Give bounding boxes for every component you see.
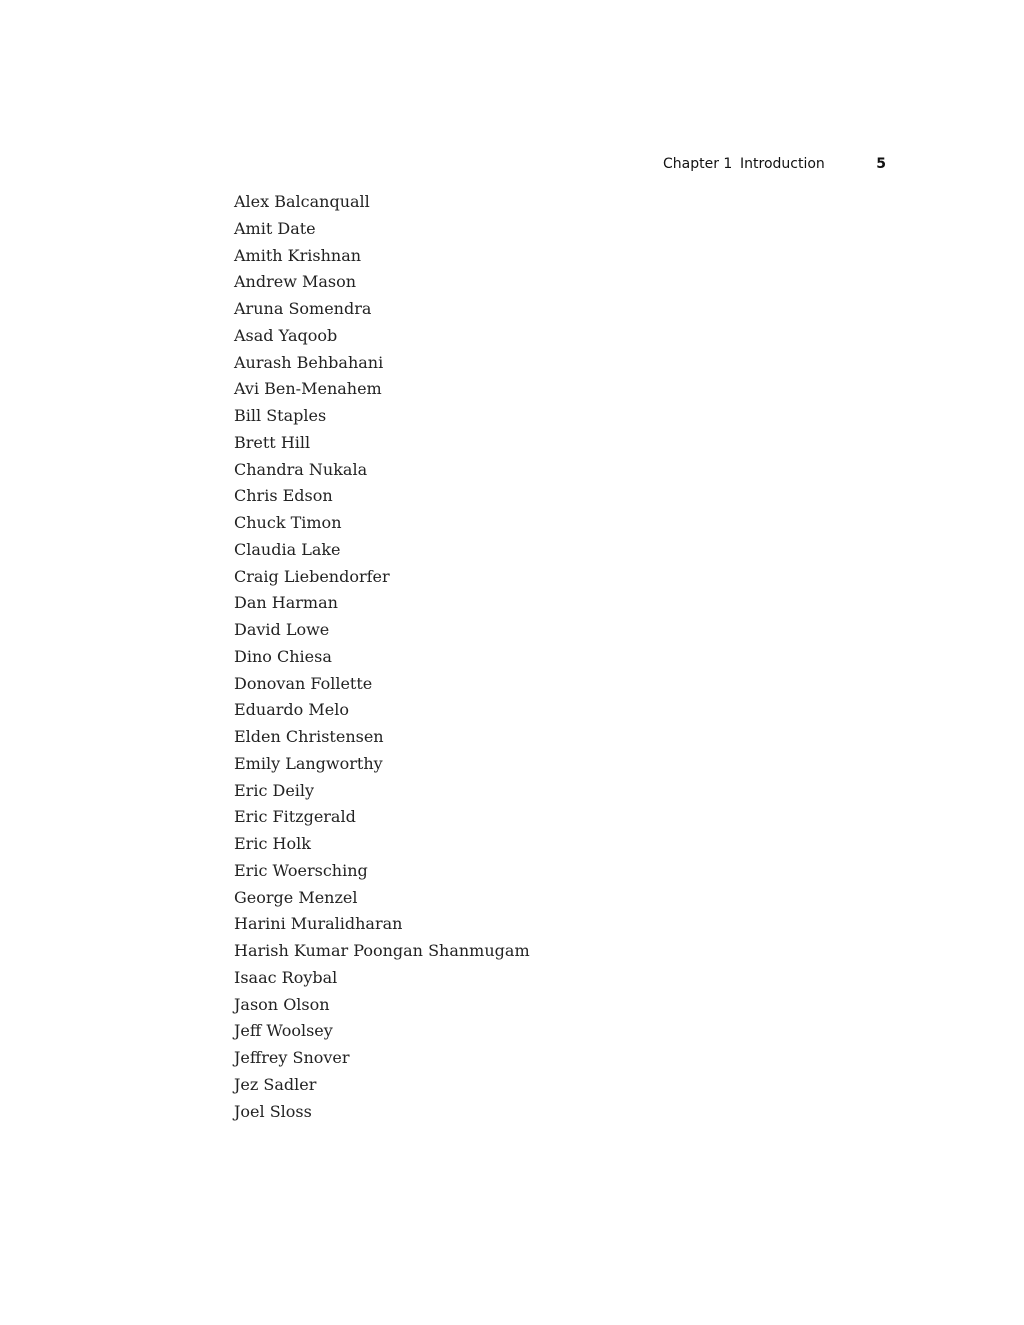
acknowledgment-name-list: [234, 189, 530, 1125]
chapter-label: Chapter 1: [663, 156, 733, 172]
list-item: Joel Sloss: [234, 1101, 312, 1121]
list-item: Dan Harman: [234, 593, 338, 613]
list-item: Eric Deily: [234, 780, 315, 800]
page-number: 5: [876, 156, 886, 172]
list-item: Craig Liebendorfer: [234, 566, 390, 586]
list-item: Aurash Behbahani: [234, 352, 384, 372]
list-item: Eric Woersching: [234, 860, 368, 880]
list-item: Amit Date: [234, 218, 316, 238]
list-item: Asad Yaqoob: [234, 325, 338, 345]
list-item: Eric Fitzgerald: [234, 807, 356, 827]
list-item: Aruna Somendra: [234, 299, 372, 318]
list-item: Jason Olson: [234, 994, 330, 1014]
list-item: David Lowe: [234, 620, 330, 639]
list-item: Harish Kumar Poongan Shanmugam: [234, 941, 530, 960]
list-item: Chuck Timon: [234, 513, 342, 532]
list-item: Andrew Mason: [234, 272, 357, 292]
list-item: Brett Hill: [234, 432, 311, 452]
list-item: Jeff Woolsey: [234, 1021, 333, 1041]
list-item: Amith Krishnan: [234, 245, 362, 265]
list-item: Elden Christensen: [234, 727, 384, 746]
running-header: [663, 156, 886, 176]
list-item: Jeffrey Snover: [234, 1048, 350, 1067]
section-title: Introduction: [740, 156, 825, 172]
list-item: Donovan Follette: [234, 673, 373, 693]
list-item: Emily Langworthy: [234, 753, 383, 773]
list-item: Chandra Nukala: [234, 459, 368, 479]
list-item: George Menzel: [234, 887, 358, 907]
list-item: Avi Ben-Menahem: [234, 379, 382, 399]
list-item: Isaac Roybal: [234, 967, 338, 987]
list-item: Alex Balcanquall: [234, 192, 370, 211]
list-item: Bill Staples: [234, 406, 327, 425]
list-item: Harini Muralidharan: [234, 914, 403, 934]
list-item: Eduardo Melo: [234, 700, 349, 720]
list-item: Chris Edson: [234, 486, 333, 506]
list-item: Jez Sadler: [234, 1074, 317, 1094]
list-item: Dino Chiesa: [234, 646, 332, 666]
list-item: Eric Holk: [234, 834, 311, 853]
list-item: Claudia Lake: [234, 539, 341, 559]
